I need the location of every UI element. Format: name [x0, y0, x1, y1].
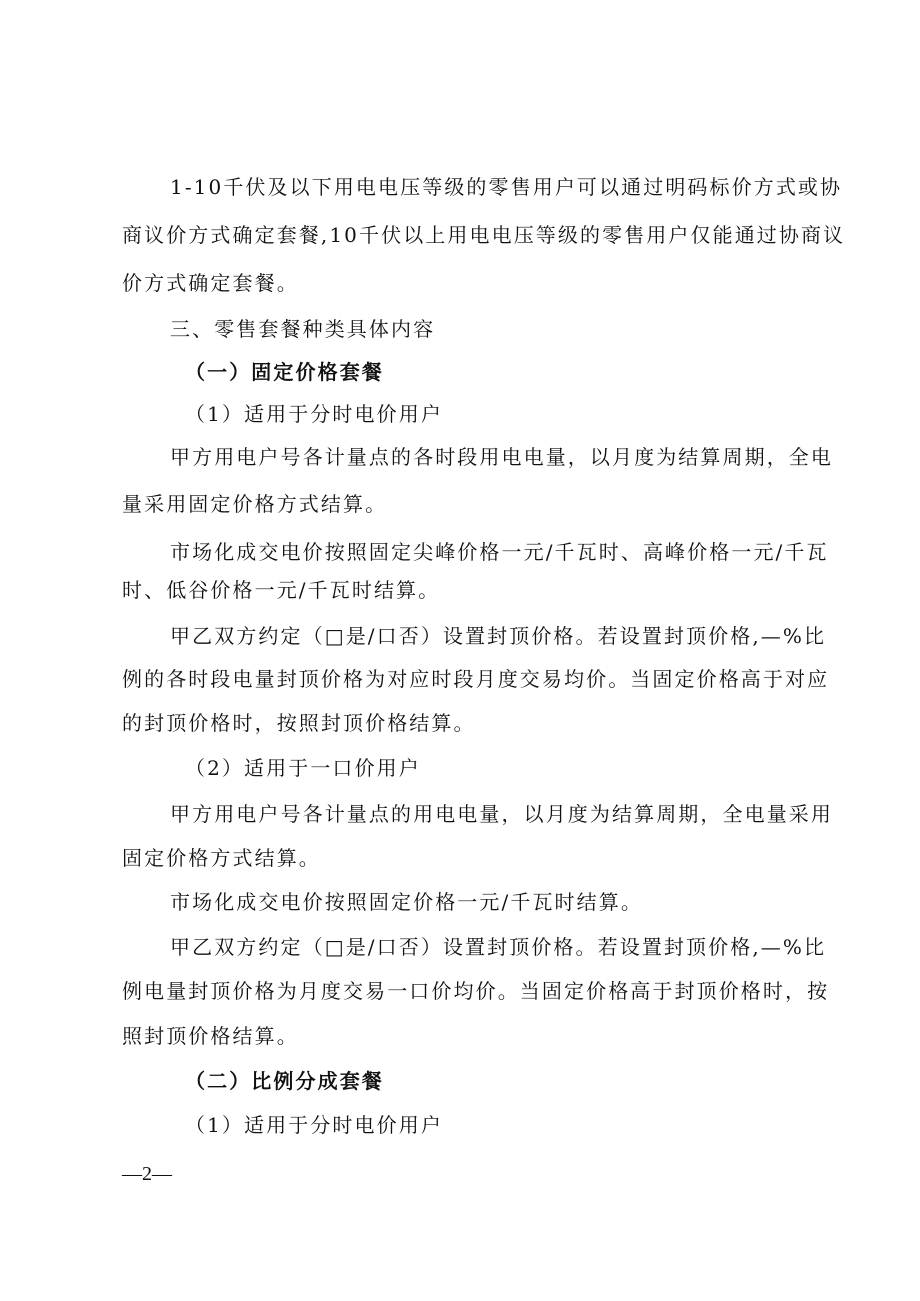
item-heading: （2）适用于一口价用户: [185, 756, 421, 780]
item-heading: （1）适用于分时电价用户: [185, 402, 443, 426]
page-number: —2—: [122, 1163, 172, 1185]
subsection-heading: （二）比例分成套餐: [185, 1069, 384, 1093]
paragraph-line: 甲乙双方约定（□是/口否）设置封顶价格。若设置封顶价格,—%比: [170, 935, 827, 959]
paragraph-line: 甲方用电户号各计量点的用电电量，以月度为结算周期，全电量采用: [170, 802, 833, 826]
section-heading: 三、零售套餐种类具体内容: [170, 317, 436, 341]
paragraph-line: 价方式确定套餐。: [122, 271, 299, 295]
item-heading: （1）适用于分时电价用户: [185, 1113, 443, 1137]
paragraph-line: 例电量封顶价格为月度交易一口价均价。当固定价格高于封顶价格时，按: [122, 979, 830, 1003]
paragraph-line: 市场化成交电价按照固定价格一元/千瓦时结算。: [170, 890, 643, 914]
paragraph-line: 1-10千伏及以下用电电压等级的零售用户可以通过明码标价方式或协: [170, 175, 843, 199]
paragraph-line: 时、低谷价格一元/千瓦时结算。: [122, 578, 441, 602]
paragraph-line: 照封顶价格结算。: [122, 1024, 299, 1048]
paragraph-line: 甲乙双方约定（□是/口否）设置封顶价格。若设置封顶价格,—%比: [170, 624, 827, 648]
paragraph-line: 固定价格方式结算。: [122, 846, 321, 870]
paragraph-line: 甲方用电户号各计量点的各时段用电电量，以月度为结算周期，全电: [170, 445, 833, 469]
paragraph-line: 市场化成交电价按照固定尖峰价格一元/千瓦时、高峰价格一元/千瓦: [170, 540, 829, 564]
paragraph-line: 量采用固定价格方式结算。: [122, 492, 388, 516]
subsection-heading: （一）固定价格套餐: [185, 360, 384, 384]
paragraph-line: 商议价方式确定套餐,10千伏以上用电电压等级的零售用户仅能通过协商议: [122, 223, 846, 247]
paragraph-line: 的封顶价格时，按照封顶价格结算。: [122, 711, 476, 735]
paragraph-line: 例的各时段电量封顶价格为对应时段月度交易均价。当固定价格高于对应: [122, 667, 830, 691]
